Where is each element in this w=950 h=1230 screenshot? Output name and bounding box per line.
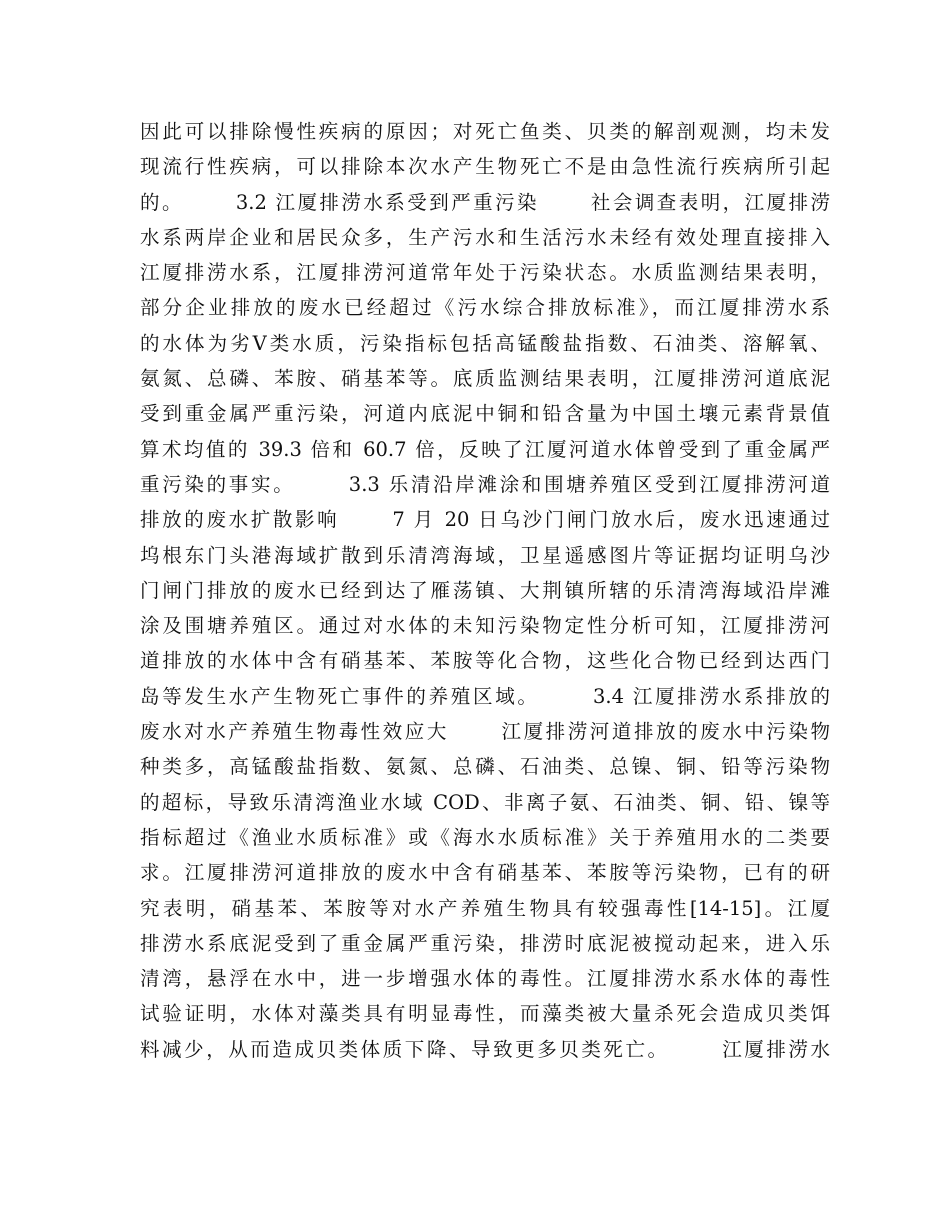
text-line-26: 试验证明，水体对藻类具有明显毒性，而藻类被大量杀死会造成贝类饵 xyxy=(140,1002,830,1026)
body-text xyxy=(140,114,830,1067)
text-line-25: 清湾，悬浮在水中，进一步增强水体的毒性。江厦排涝水系水体的毒性 xyxy=(140,967,830,991)
text-line-15: 涂及围塘养殖区。通过对水体的未知污染物定性分析可知，江厦排涝河 xyxy=(140,614,830,638)
text-line-5: 江厦排涝水系，江厦排涝河道常年处于污染状态。水质监测结果表明， xyxy=(140,261,830,285)
text-line-4: 水系两岸企业和居民众多，生产污水和生活污水未经有效处理直接排入 xyxy=(140,225,830,249)
text-line-12: 排放的废水扩散影响 7 月 20 日乌沙门闸门放水后，废水迅速通过 xyxy=(140,508,830,532)
text-line-23: 究表明，硝基苯、苯胺等对水产养殖生物具有较强毒性[14-15]。江厦 xyxy=(140,896,830,920)
text-line-8: 氨氮、总磷、苯胺、硝基苯等。底质监测结果表明，江厦排涝河道底泥 xyxy=(140,367,830,391)
text-line-27: 料减少，从而造成贝类体质下降、导致更多贝类死亡。 江厦排涝水 xyxy=(140,1037,830,1061)
text-line-24: 排涝水系底泥受到了重金属严重污染，排涝时底泥被搅动起来，进入乐 xyxy=(140,931,830,955)
text-line-20: 的超标，导致乐清湾渔业水域 COD、非离子氨、石油类、铜、铅、镍等 xyxy=(140,790,830,814)
text-line-14: 门闸门排放的废水已经到达了雁荡镇、大荆镇所辖的乐清湾海域沿岸滩 xyxy=(140,578,830,602)
text-line-6: 部分企业排放的废水已经超过《污水综合排放标准》，而江厦排涝水系 xyxy=(140,296,830,320)
text-line-18: 废水对水产养殖生物毒性效应大 江厦排涝河道排放的废水中污染物 xyxy=(140,720,830,744)
text-line-3: 的。 3.2 江厦排涝水系受到严重污染 社会调查表明，江厦排涝 xyxy=(140,190,830,214)
text-line-9: 受到重金属严重污染，河道内底泥中铜和铅含量为中国土壤元素背景值 xyxy=(140,402,830,426)
text-line-1: 因此可以排除慢性疾病的原因；对死亡鱼类、贝类的解剖观测，均未发 xyxy=(140,120,830,143)
text-line-17: 岛等发生水产生物死亡事件的养殖区域。 3.4 江厦排涝水系排放的 xyxy=(140,684,830,708)
text-line-10: 算术均值的 39.3 倍和 60.7 倍，反映了江厦河道水体曾受到了重金属严 xyxy=(140,437,830,461)
text-line-7: 的水体为劣Ⅴ类水质，污染指标包括高锰酸盐指数、石油类、溶解氧、 xyxy=(140,331,830,355)
text-line-22: 求。江厦排涝河道排放的废水中含有硝基苯、苯胺等污染物，已有的研 xyxy=(140,861,830,885)
text-line-11: 重污染的事实。 3.3 乐清沿岸滩涂和围塘养殖区受到江厦排涝河道 xyxy=(140,472,830,496)
text-line-19: 种类多，高锰酸盐指数、氨氮、总磷、石油类、总镍、铜、铅等污染物 xyxy=(140,755,830,779)
text-line-21: 指标超过《渔业水质标准》或《海水水质标准》关于养殖用水的二类要 xyxy=(140,825,830,849)
text-line-16: 道排放的水体中含有硝基苯、苯胺等化合物，这些化合物已经到达西门 xyxy=(140,649,830,673)
text-line-13: 坞根东门头港海域扩散到乐清湾海域，卫星遥感图片等证据均证明乌沙 xyxy=(140,543,830,567)
text-line-2: 现流行性疾病，可以排除本次水产生物死亡不是由急性流行疾病所引起 xyxy=(140,155,830,179)
